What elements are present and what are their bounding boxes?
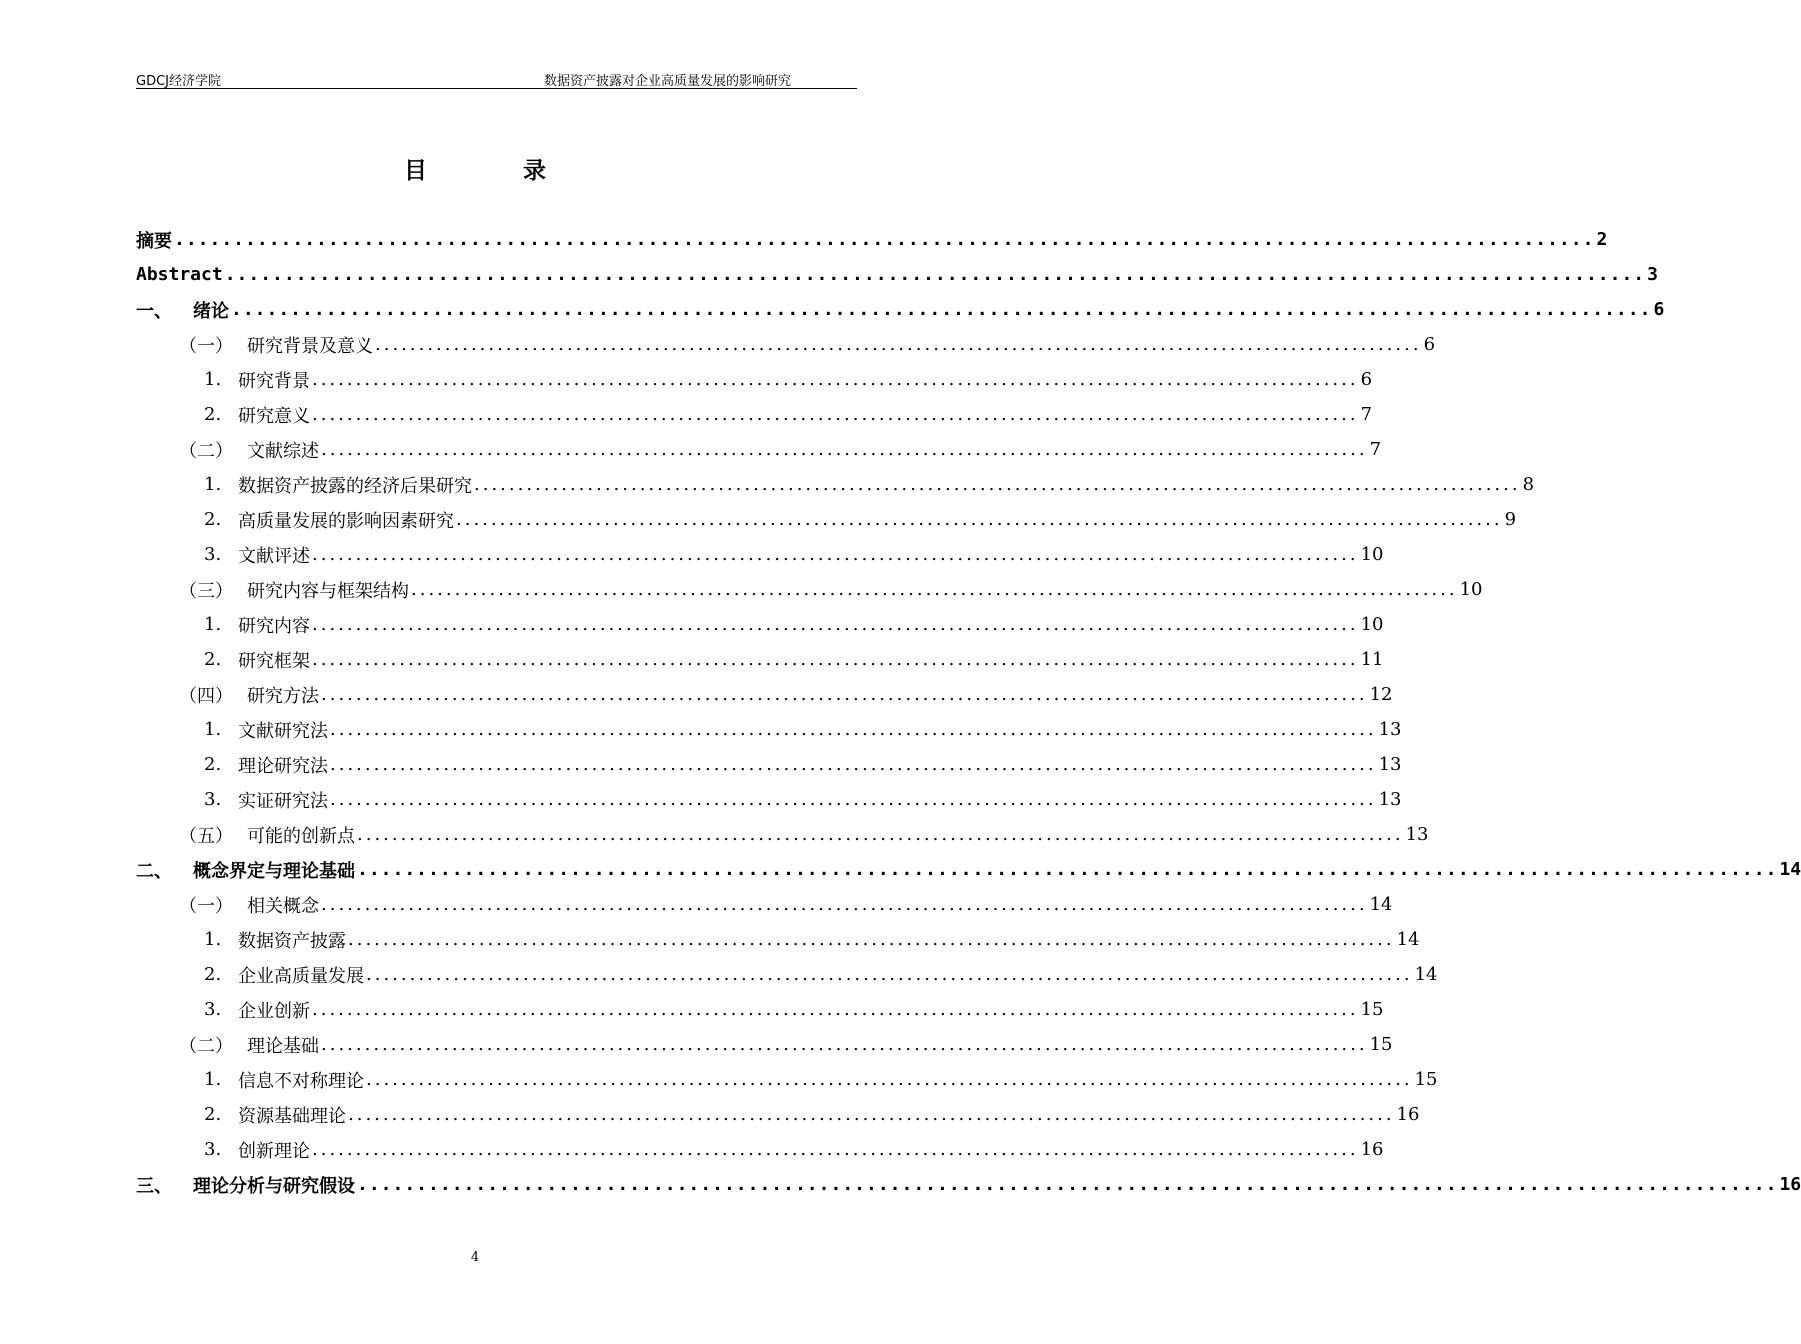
toc-subsection[interactable] xyxy=(136,1062,1438,1097)
leader-dots: ........................................................................................................................ xyxy=(357,824,1404,845)
toc-page-number: 8 xyxy=(1522,474,1535,495)
toc-subsection[interactable] xyxy=(136,1097,1420,1132)
toc-page-number: 6 xyxy=(1360,369,1373,390)
toc-entry-text: 理论分析与研究假设 xyxy=(193,1175,355,1197)
toc-page-number: 16 xyxy=(1779,1174,1801,1195)
toc-entry-text: 概念界定与理论基础 xyxy=(193,860,355,882)
toc-entry-number: 3. xyxy=(204,1139,222,1160)
toc-subsection[interactable] xyxy=(136,712,1402,747)
toc-entry-text: 数据资产披露 xyxy=(238,930,346,952)
toc-entry-text: 研究背景及意义 xyxy=(247,335,373,357)
toc-entry-number: （二） xyxy=(179,440,233,462)
toc-entry-number: 1. xyxy=(204,369,222,390)
toc-page-number: 11 xyxy=(1360,649,1384,670)
toc-page-number: 16 xyxy=(1360,1139,1384,1160)
toc-section[interactable] xyxy=(136,1027,1393,1062)
toc-subsection[interactable] xyxy=(136,957,1438,992)
leader-dots: ........................................................................................................................ xyxy=(224,264,1646,285)
toc-entry-text: 文献评述 xyxy=(238,545,310,567)
leader-dots: ........................................................................................................................ xyxy=(357,1174,1778,1195)
toc-entry-text: 可能的创新点 xyxy=(247,825,355,847)
leader-dots: ........................................................................................................................ xyxy=(312,404,1359,425)
toc-entry-text: Abstract xyxy=(136,264,223,285)
toc-entry-number: （五） xyxy=(179,825,233,847)
leader-dots: ........................................................................................................................ xyxy=(348,929,1395,950)
toc-entry-number: 2. xyxy=(204,509,222,530)
toc-subsection[interactable] xyxy=(136,607,1384,642)
toc-section[interactable] xyxy=(136,572,1483,607)
page-header xyxy=(136,66,857,89)
toc-title-char-2: 录 xyxy=(523,158,546,184)
toc-section[interactable] xyxy=(136,327,1436,362)
toc-entry-text: 理论研究法 xyxy=(238,755,328,777)
toc-entry-text: 研究背景 xyxy=(238,370,310,392)
toc-section[interactable] xyxy=(136,432,1382,467)
leader-dots: ........................................................................................................................ xyxy=(411,579,1458,600)
toc-entry-number: （二） xyxy=(179,1035,233,1057)
toc-entry-number: 2. xyxy=(204,964,222,985)
toc-page-number: 10 xyxy=(1459,579,1483,600)
toc-entry-text: 摘要 xyxy=(136,230,172,252)
toc-subsection[interactable] xyxy=(136,502,1517,537)
toc-subsection[interactable] xyxy=(136,362,1373,397)
toc-entry-number: 3. xyxy=(204,789,222,810)
toc-page-number: 13 xyxy=(1378,754,1402,775)
toc-entry-text: 企业高质量发展 xyxy=(238,965,364,987)
toc-entry-text: 研究内容与框架结构 xyxy=(247,580,409,602)
leader-dots: ........................................................................................................................ xyxy=(366,1069,1413,1090)
toc-subsection[interactable] xyxy=(136,1132,1384,1167)
toc-entry-text: 资源基础理论 xyxy=(238,1105,346,1127)
toc-page-number: 13 xyxy=(1405,824,1429,845)
leader-dots: ........................................................................................................................ xyxy=(456,509,1503,530)
toc-entry-text: 高质量发展的影响因素研究 xyxy=(238,510,454,532)
leader-dots: ........................................................................................................................ xyxy=(321,684,1368,705)
toc-entry-text: 实证研究法 xyxy=(238,790,328,812)
toc-chapter-1[interactable] xyxy=(136,292,1665,327)
toc-entry-number: 2. xyxy=(204,649,222,670)
toc-entry-number: 1. xyxy=(204,1069,222,1090)
toc-page-number: 16 xyxy=(1396,1104,1420,1125)
toc-entry-text: 文献综述 xyxy=(247,440,319,462)
toc-chapter-2[interactable] xyxy=(136,852,1801,887)
toc-subsection[interactable] xyxy=(136,922,1420,957)
toc-entry-number: 2. xyxy=(204,1104,222,1125)
toc-entry-text: 企业创新 xyxy=(238,1000,310,1022)
toc-section[interactable] xyxy=(136,677,1393,712)
toc-subsection[interactable] xyxy=(136,397,1373,432)
toc-chapter-3[interactable] xyxy=(136,1167,1801,1202)
toc-page-number: 14 xyxy=(1779,859,1801,880)
leader-dots: ........................................................................................................................ xyxy=(321,894,1368,915)
toc-entry-number: 一、 xyxy=(136,300,172,322)
toc-entry-number: （一） xyxy=(179,335,233,357)
toc-page-number: 15 xyxy=(1369,1034,1393,1055)
toc-page-number: 2 xyxy=(1596,229,1608,250)
leader-dots: ........................................................................................................................ xyxy=(321,1034,1368,1055)
leader-dots: ........................................................................................................................ xyxy=(330,789,1377,810)
toc-page-number: 6 xyxy=(1653,299,1665,320)
toc-section[interactable] xyxy=(136,887,1393,922)
toc-entry-text: 研究内容 xyxy=(238,615,310,637)
toc-entry-text: 创新理论 xyxy=(238,1140,310,1162)
toc-page-number: 3 xyxy=(1647,264,1658,285)
leader-dots: ........................................................................................................................ xyxy=(357,859,1778,880)
leader-dots: ........................................................................................................................ xyxy=(312,649,1359,670)
toc-entry-number: （一） xyxy=(179,895,233,917)
toc-subsection[interactable] xyxy=(136,747,1402,782)
toc-title xyxy=(0,152,950,185)
leader-dots: ........................................................................................................................ xyxy=(330,719,1377,740)
table-of-contents xyxy=(136,222,1801,1202)
toc-entry-text: 数据资产披露的经济后果研究 xyxy=(238,475,472,497)
toc-page-number: 13 xyxy=(1378,719,1402,740)
leader-dots: ........................................................................................................................ xyxy=(330,754,1377,775)
toc-entry-text: 研究意义 xyxy=(238,405,310,427)
toc-entry-number: 3. xyxy=(204,999,222,1020)
toc-entry-text: 文献研究法 xyxy=(238,720,328,742)
toc-page-number: 10 xyxy=(1360,614,1384,635)
toc-page-number: 13 xyxy=(1378,789,1402,810)
toc-subsection[interactable] xyxy=(136,467,1535,502)
page-number-footer: 4 xyxy=(470,1250,480,1265)
toc-entry-text: 研究方法 xyxy=(247,685,319,707)
toc-subsection[interactable] xyxy=(136,992,1384,1027)
toc-entry-abstract-cn[interactable] xyxy=(136,222,1608,257)
toc-entry-number: 2. xyxy=(204,404,222,425)
leader-dots: ........................................................................................................................ xyxy=(312,614,1359,635)
toc-entry-number: 1. xyxy=(204,929,222,950)
leader-dots: ........................................................................................................................ xyxy=(231,299,1652,320)
toc-entry-number: 1. xyxy=(204,614,222,635)
toc-entry-abstract-en[interactable] xyxy=(136,257,1658,292)
leader-dots: ........................................................................................................................ xyxy=(366,964,1413,985)
toc-entry-number: 二、 xyxy=(136,860,172,882)
leader-dots: ........................................................................................................................ xyxy=(348,1104,1395,1125)
toc-subsection[interactable] xyxy=(136,782,1402,817)
toc-entry-text: 相关概念 xyxy=(247,895,319,917)
leader-dots: ........................................................................................................................ xyxy=(375,334,1422,355)
toc-page-number: 15 xyxy=(1414,1069,1438,1090)
toc-page-number: 12 xyxy=(1369,684,1393,705)
header-school-name: GDCJ经济学院 xyxy=(136,74,221,89)
toc-page-number: 14 xyxy=(1369,894,1393,915)
leader-dots: ........................................................................................................................ xyxy=(312,544,1359,565)
toc-section[interactable] xyxy=(136,817,1429,852)
leader-dots: ........................................................................................................................ xyxy=(474,474,1521,495)
toc-entry-number: 三、 xyxy=(136,1175,172,1197)
leader-dots: ........................................................................................................................ xyxy=(312,999,1359,1020)
leader-dots: ........................................................................................................................ xyxy=(174,229,1595,250)
toc-entry-text: 理论基础 xyxy=(247,1035,319,1057)
toc-page-number: 14 xyxy=(1414,964,1438,985)
leader-dots: ........................................................................................................................ xyxy=(321,439,1368,460)
leader-dots: ........................................................................................................................ xyxy=(312,369,1359,390)
toc-subsection[interactable] xyxy=(136,537,1384,572)
toc-entry-number: 2. xyxy=(204,754,222,775)
toc-page-number: 7 xyxy=(1369,439,1382,460)
toc-page-number: 15 xyxy=(1360,999,1384,1020)
toc-entry-text: 信息不对称理论 xyxy=(238,1070,364,1092)
toc-page-number: 6 xyxy=(1423,334,1436,355)
toc-page-number: 14 xyxy=(1396,929,1420,950)
header-thesis-title: 数据资产披露对企业高质量发展的影响研究 xyxy=(543,74,791,89)
toc-entry-text: 研究框架 xyxy=(238,650,310,672)
toc-subsection[interactable] xyxy=(136,642,1384,677)
toc-entry-number: 1. xyxy=(204,474,222,495)
toc-page-number: 9 xyxy=(1504,509,1517,530)
toc-page-number: 7 xyxy=(1360,404,1373,425)
toc-entry-text: 绪论 xyxy=(193,300,229,322)
toc-entry-number: 1. xyxy=(204,719,222,740)
toc-title-char-1: 目 xyxy=(404,158,427,184)
toc-entry-number: （四） xyxy=(179,685,233,707)
toc-page-number: 10 xyxy=(1360,544,1384,565)
toc-entry-number: （三） xyxy=(179,580,233,602)
toc-entry-number: 3. xyxy=(204,544,222,565)
leader-dots: ........................................................................................................................ xyxy=(312,1139,1359,1160)
